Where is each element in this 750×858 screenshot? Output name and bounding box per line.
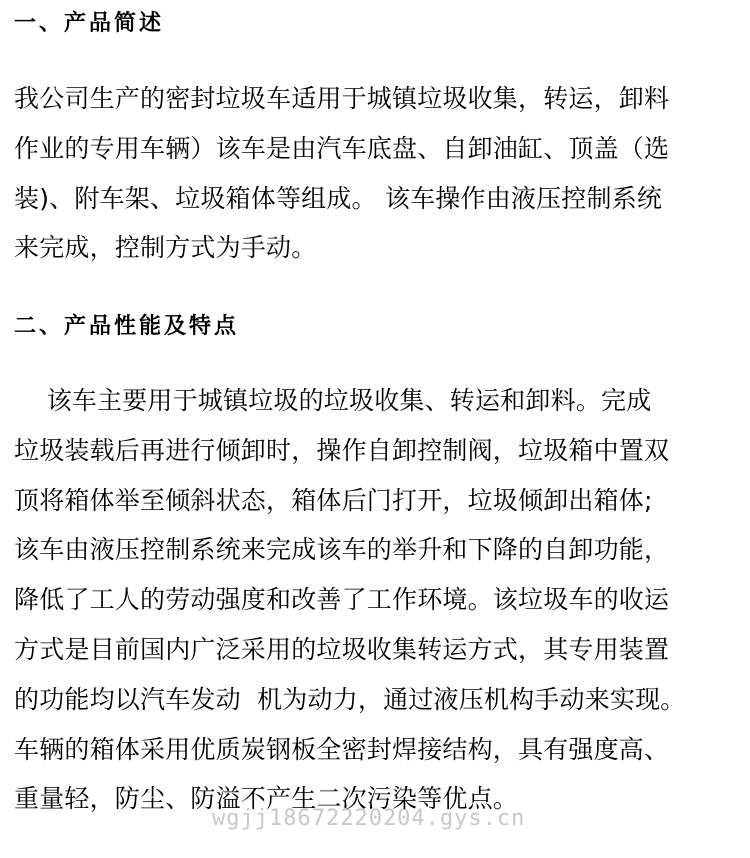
text-line: 垃圾装载后再进行倾卸时，操作自卸控制阀，垃圾箱中置双	[14, 435, 670, 465]
text-line: 该车由液压控制系统来完成该车的举升和下降的自卸功能，	[14, 535, 670, 565]
text-line: 方式是目前国内广泛采用的垃圾收集转运方式，其专用装置	[14, 634, 670, 664]
text-line: 顶将箱体举至倾斜状态，箱体后门打开，垃圾倾卸出箱体;	[14, 485, 653, 515]
paragraph-performance-features	[14, 376, 736, 824]
text-line: 我公司生产的密封垃圾车适用于城镇垃圾收集，转运，卸料	[14, 84, 670, 113]
text-line: 降低了工人的劳动强度和改善了工作环境。该垃圾车的收运	[14, 585, 670, 615]
text-line: 作业的专用车辆）该车是由汽车底盘、自卸油缸、顶盖（选	[14, 133, 670, 163]
section-heading-performance-features: 二、产品性能及特点	[14, 313, 240, 339]
text-line: 该车主要用于城镇垃圾的垃圾收集、转运和卸料。完成	[14, 386, 652, 415]
text-line: 车辆的箱体采用优质炭钢板全密封焊接结构，具有强度高、	[14, 734, 670, 764]
section-heading-product-overview: 一、产品简述	[14, 10, 165, 36]
text-line: 装)、附车架、垃圾箱体等组成。 该车操作由液压控制系统	[14, 183, 663, 213]
text-line: 的功能均以汽车发动 机为动力，通过液压机构手动来实现。	[14, 684, 686, 714]
text-line: 重量轻，防尘、防溢不产生二次污染等优点。	[14, 784, 519, 814]
text-line: 来完成，控制方式为手动。	[14, 233, 317, 263]
watermark: wgjj18672220204.gys.cn	[212, 806, 526, 831]
paragraph-product-overview	[14, 74, 736, 273]
